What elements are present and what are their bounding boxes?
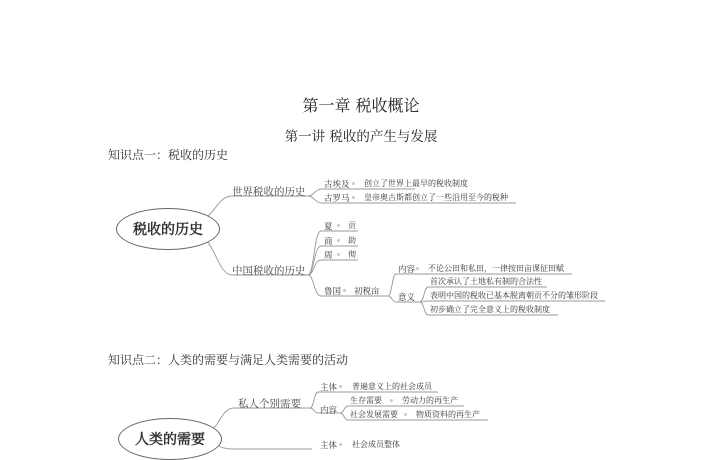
- bullet-dot: [339, 385, 342, 388]
- china-tax-history: 中国税收的历史: [232, 265, 306, 277]
- survival-need: 生存需要: [350, 396, 382, 405]
- bullet-dot: [343, 289, 346, 292]
- bullet-dot: [416, 267, 419, 270]
- rome-desc: 皇帝奥古斯都创立了一些沿用至今的税种: [364, 193, 508, 202]
- content-label: 内容: [398, 265, 416, 275]
- survival-desc: 劳动力的再生产: [402, 396, 458, 405]
- bullet-dot: [352, 182, 355, 185]
- egypt-desc: 创立了世界上最早的税收制度: [364, 179, 468, 188]
- connector-public: [210, 442, 312, 449]
- private-subject-label: 主体: [320, 383, 338, 393]
- bullet-dot: [390, 399, 393, 402]
- bullet-dot: [337, 239, 340, 242]
- policy-chushuimu: 初税亩: [354, 287, 380, 297]
- tax-zhu: 助: [348, 236, 356, 245]
- chapter-title: 第一章 税收概论: [302, 96, 420, 115]
- root-tax-history: 税收的历史: [116, 208, 220, 250]
- dynasty-zhou: 周: [324, 251, 333, 261]
- meaning-1: 首次承认了土地私有制的合法性: [430, 277, 542, 286]
- connector-world: [206, 196, 308, 218]
- root-human-needs: 人类的需要: [118, 418, 222, 460]
- dynasty-shang: 商: [324, 237, 333, 247]
- meaning-3: 初步确立了完全意义上的税收制度: [430, 305, 550, 314]
- state-lu: 鲁国: [324, 287, 342, 297]
- public-subject-label: 主体: [320, 441, 338, 451]
- development-desc: 物质资料的再生产: [416, 410, 480, 419]
- content-text: 不论公田和私田，一律按田亩课征田赋: [428, 264, 564, 273]
- tax-gong: 贡: [348, 221, 356, 230]
- connector-private: [210, 408, 310, 432]
- meaning-2: 表明中国的税收已基本脱离朝贡不分的雏形阶段: [430, 291, 598, 300]
- private-content-label: 内容: [320, 406, 338, 416]
- world-tax-history: 世界税收的历史: [232, 186, 306, 198]
- kp2-heading: 知识点二：人类的需要与满足人类需要的活动: [108, 353, 349, 367]
- bullet-dot: [404, 413, 407, 416]
- connector-zhou: [308, 260, 358, 275]
- rome-label: 古罗马: [324, 194, 350, 204]
- public-subject: 社会成员整体: [352, 440, 400, 449]
- development-need: 社会发展需要: [350, 410, 398, 419]
- bullet-dot: [337, 253, 340, 256]
- tax-che: 彻: [348, 250, 356, 259]
- private-subject: 普遍意义上的社会成员: [352, 382, 432, 391]
- bullet-dot: [339, 443, 342, 446]
- bullet-dot: [352, 196, 355, 199]
- connector-m2: [420, 301, 605, 302]
- egypt-label: 古埃及: [324, 180, 350, 190]
- bullet-dot: [337, 224, 340, 227]
- private-needs: 私人个别需要: [238, 398, 301, 410]
- lecture-title: 第一讲 税收的产生与发展: [284, 129, 438, 145]
- meaning-label: 意义: [398, 293, 416, 303]
- kp1-heading: 知识点一：税收的历史: [108, 148, 229, 162]
- dynasty-xia: 夏: [324, 222, 333, 232]
